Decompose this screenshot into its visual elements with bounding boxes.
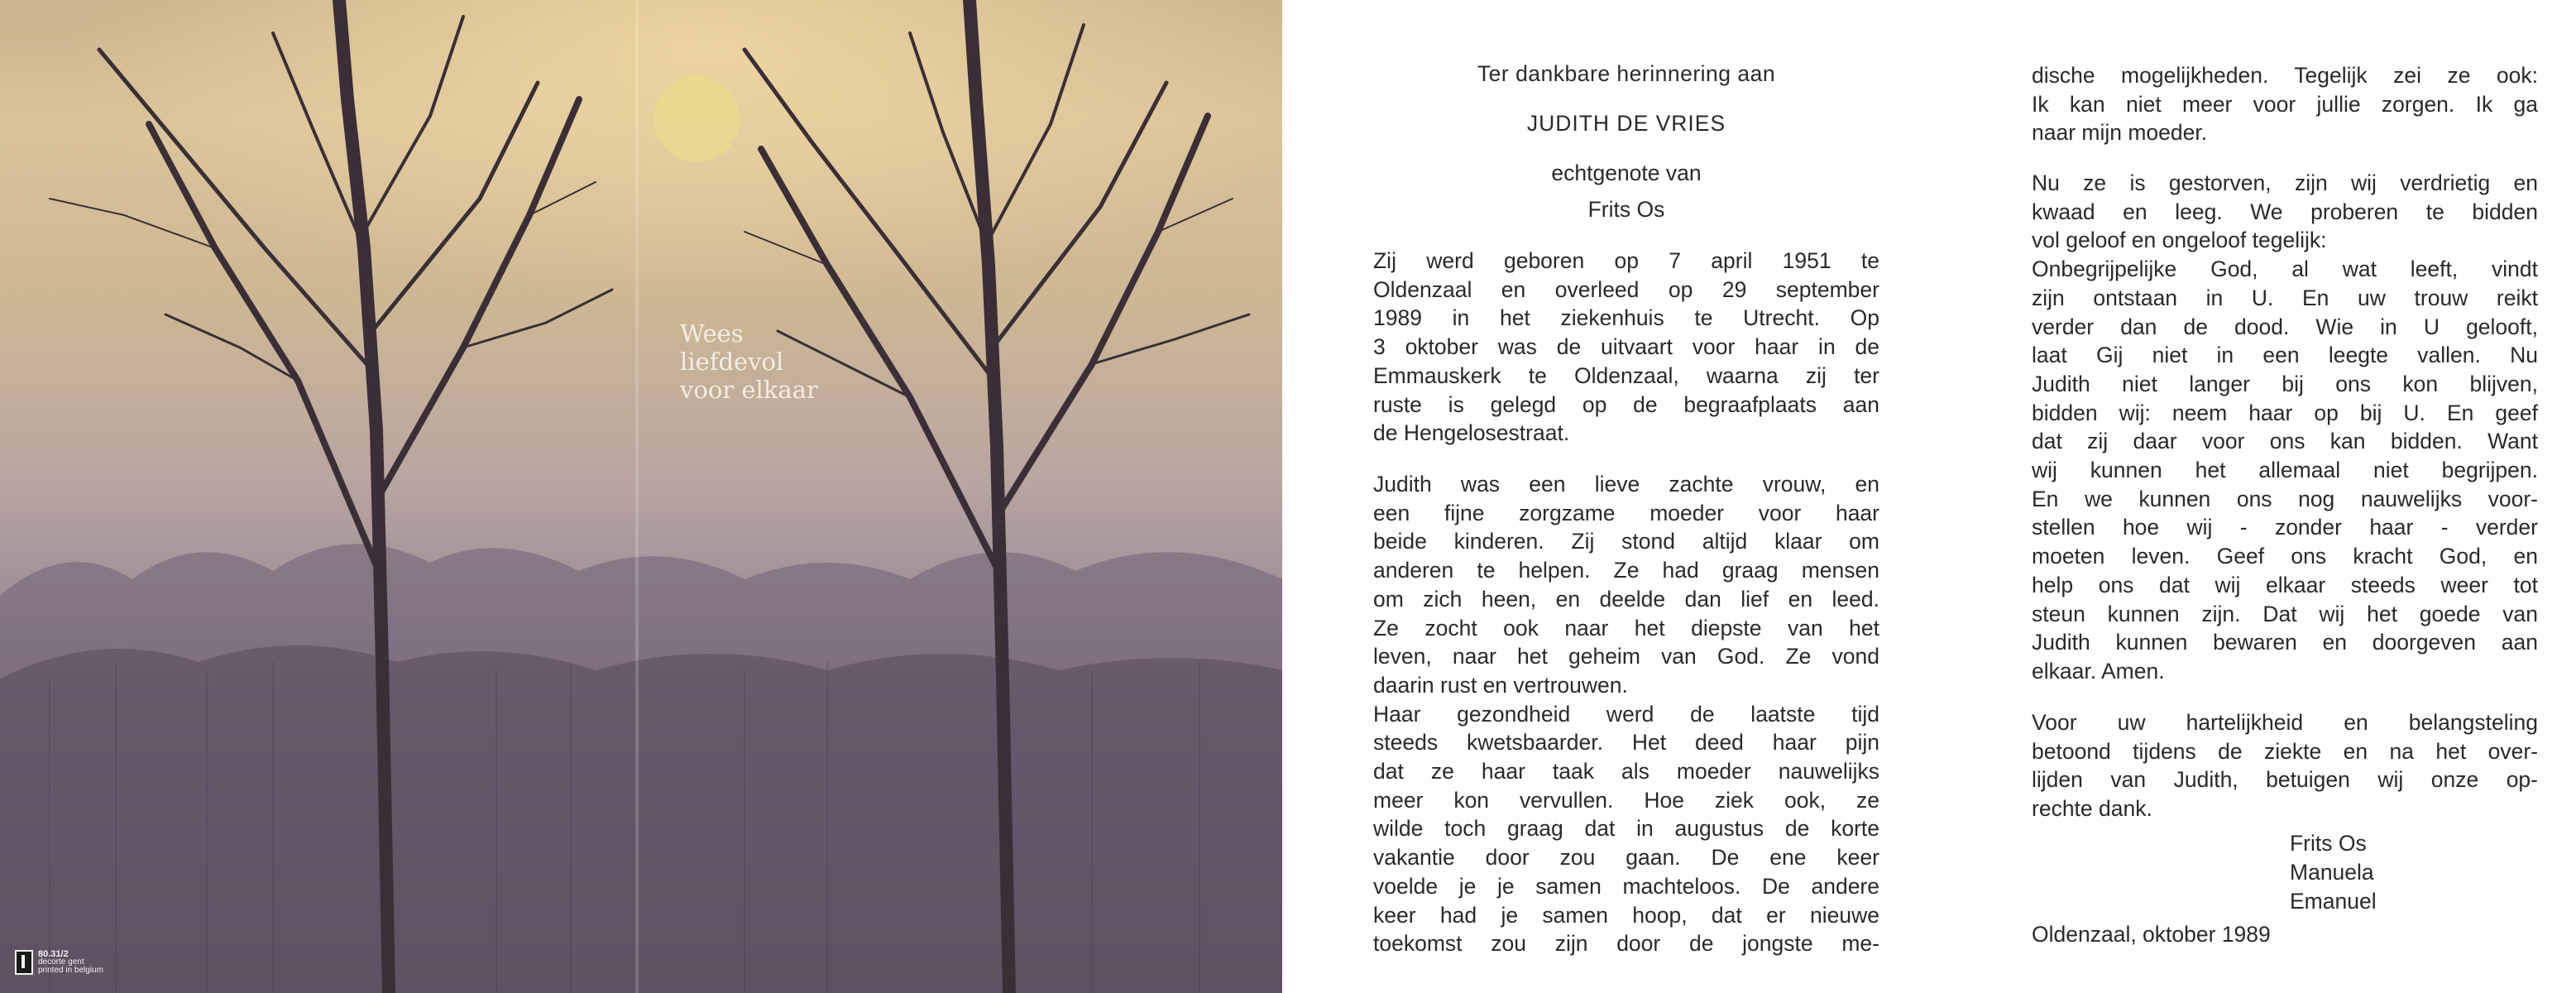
text-line: Onbegrijpelijke God, al wat leeft, vindt	[2032, 257, 2538, 282]
text-line: moeten leven. Geef ons kracht God, en	[2032, 544, 2538, 569]
text-line: ruste is gelegd op de begraafplaats aan	[1373, 391, 1879, 417]
publisher-text	[38, 950, 103, 975]
signature-name: Emanuel	[2290, 889, 2377, 914]
text-line: Judith was een lieve zachte vrouw, en	[1373, 472, 1879, 496]
text-line: Ze zocht ook naar het diepste van het	[1373, 615, 1879, 640]
text-line: anderen te helpen. Ze had graag mensen	[1373, 558, 1879, 583]
text-line: vol geloof en ongeloof tegelijk:	[2032, 228, 2327, 253]
paragraph-thanks	[2032, 708, 2538, 823]
text-line: Zij werd geboren op 7 april 1951 te	[1373, 248, 1879, 273]
cover-caption-line: liefdevol	[680, 348, 784, 376]
text-line: keer had je samen hoop, dat er nieuwe	[1373, 902, 1879, 928]
text-line: voelde je je samen machteloos. De andere	[1373, 873, 1879, 899]
relation-line: echtgenote van	[1551, 161, 1702, 185]
text-line: laat Gij niet in een leegte vallen. Nu	[2032, 343, 2538, 368]
signatures	[2290, 829, 2377, 916]
text-line: stellen hoe wij - zonder haar - verder	[2032, 515, 2538, 540]
paragraph-life-dates	[1373, 247, 1879, 448]
publisher-name: decorte gent	[38, 957, 84, 967]
text-line: Oldenzaal en overleed op 29 september	[1373, 276, 1879, 302]
text-line: zijn ontstaan in U. En uw trouw reikt	[2032, 285, 2538, 310]
text-line: Voor uw hartelijkheid en belangsteling	[2032, 710, 2538, 735]
text-line: Judith kunnen bewaren en doorgeven aan	[2032, 630, 2538, 655]
text-line: toekomst zou zijn door de jongste me-	[1373, 931, 1879, 957]
text-line: 1989 in het ziekenhuis te Utrecht. Op	[1373, 305, 1879, 331]
card-fold	[635, 0, 639, 993]
text-line: om zich heen, en deelde dan lief en leed.	[1373, 586, 1879, 612]
text-line: dat zij daar voor ons kan bidden. Want	[2032, 429, 2538, 454]
text-line: vakantie door zou gaan. De ene keer	[1373, 845, 1879, 871]
text-line: En we kunnen ons nog nauwelijks voor-	[2032, 486, 2538, 511]
text-line: betoond tijdens de ziekte en na het over-	[2032, 738, 2538, 764]
text-line: rechte dank.	[2032, 796, 2152, 822]
signature-name: Manuela	[2290, 860, 2374, 885]
text-line: beide kinderen. Zij stond altijd klaar om	[1373, 529, 1879, 554]
text-line: lijden van Judith, betuigen wij onze op-	[2032, 767, 2538, 793]
text-line: steeds kwetsbaarder. Het deed haar pijn	[1373, 730, 1879, 756]
publisher-print: printed in belgium	[38, 966, 103, 975]
publisher-code: 80.31/2	[38, 949, 69, 959]
text-line: verder dan de dood. Wie in U gelooft,	[2032, 314, 2538, 339]
text-line: 3 oktober was de uitvaart voor haar in de	[1373, 334, 1879, 360]
text-line: Nu ze is gestorven, zijn wij verdrietig en	[2032, 170, 2538, 195]
cover-caption	[680, 319, 818, 404]
publisher-logo-icon	[15, 950, 33, 975]
text-line: naar mijn moeder.	[2032, 120, 2208, 146]
paragraph-last-words	[2032, 61, 2538, 147]
misty-trees-illustration	[0, 0, 1282, 993]
text-line: help ons dat wij elkaar steeds weer tot	[2032, 572, 2538, 597]
text-line: dat ze haar taak als moeder nauwelijks	[1373, 759, 1879, 784]
text-line: kwaad en leeg. We proberen te bidden	[2032, 199, 2538, 224]
signature-name: Frits Os	[2290, 831, 2367, 856]
text-line: Emmauskerk te Oldenzaal, waarna zij ter	[1373, 362, 1879, 388]
paragraph-prayer	[2032, 169, 2538, 686]
text-line: wilde toch graag dat in augustus de korte	[1373, 816, 1879, 842]
place-and-date: Oldenzaal, oktober 1989	[2032, 922, 2271, 947]
text-line: meer kon vervullen. Hoe ziek ook, ze	[1373, 787, 1879, 813]
text-line: daarin rust en vertrouwen.	[1373, 672, 1628, 698]
moon	[654, 76, 740, 162]
text-line: Haar gezondheid werd de laatste tijd	[1373, 701, 1879, 727]
text-line: wij kunnen het allemaal niet begrijpen.	[2032, 458, 2538, 483]
cover-caption-line: Wees	[680, 319, 744, 348]
paragraph-life-story	[1373, 470, 1879, 958]
text-line: elkaar. Amen.	[2032, 658, 2165, 684]
spouse-name: Frits Os	[1587, 197, 1665, 222]
text-line: dische mogelijkheden. Tegelijk zei ze ook:	[2032, 63, 2538, 88]
text-line: bidden wij: neem haar op bij U. En geef	[2032, 400, 2538, 425]
card-cover-photo	[0, 0, 1282, 993]
text-line: Ik kan niet meer voor jullie zorgen. Ik ga	[2032, 91, 2538, 117]
text-line: Judith niet langer bij ons kon blijven,	[2032, 371, 2538, 396]
text-line: leven, naar het geheim van God. Ze vond	[1373, 644, 1879, 669]
text-line: de Hengelosestraat.	[1373, 420, 1570, 446]
card-intro: Ter dankbare herinnering aan	[1477, 61, 1776, 86]
text-line: een fijne zorgzame moeder voor haar	[1373, 500, 1879, 525]
cover-caption-line: voor elkaar	[680, 376, 818, 404]
publisher-mark	[15, 950, 103, 975]
text-line: steun kunnen zijn. Dat wij het goede van	[2032, 601, 2538, 626]
deceased-name: JUDITH DE VRIES	[1526, 111, 1726, 136]
